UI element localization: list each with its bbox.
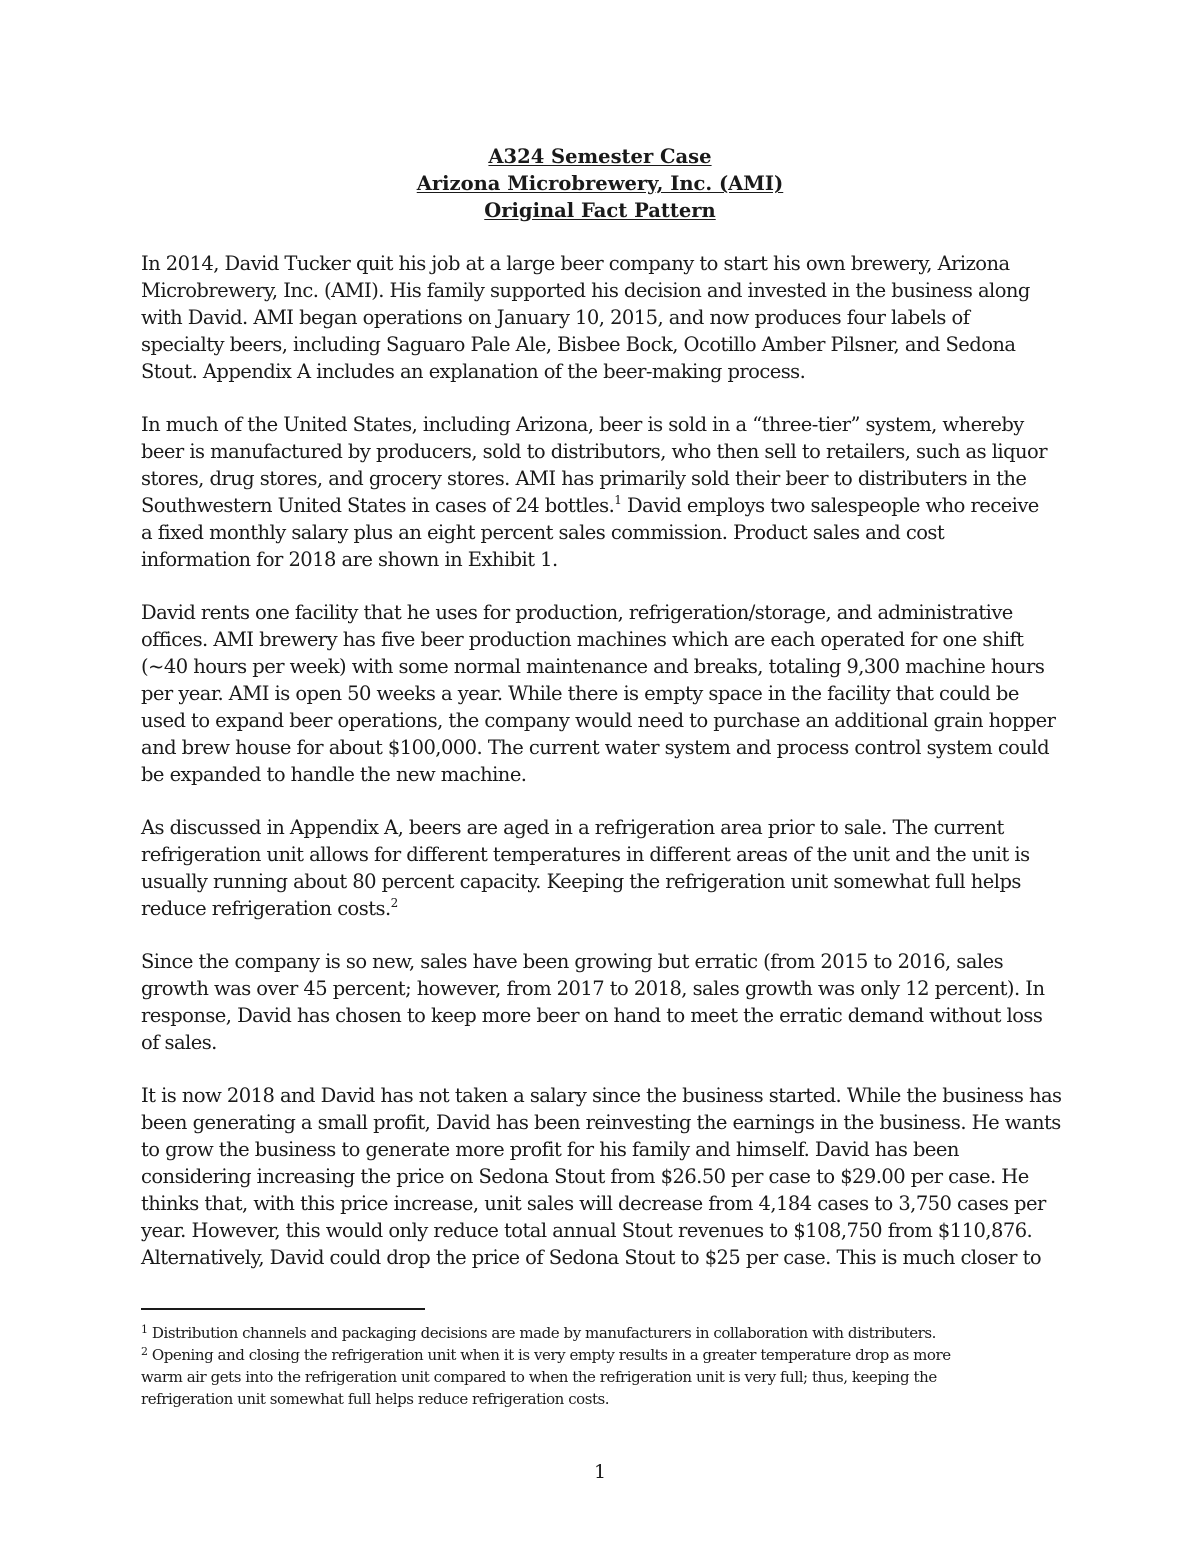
paragraph-6 [141,1082,1081,1271]
footnote-mark: 1 [141,1323,148,1336]
text-line: refrigeration unit allows for different temperatures in different areas of the unit and the unit is [141,843,1030,866]
text-line: Alternatively, David could drop the price of Sedona Stout to $25 per case. This is much closer to [141,1246,1042,1269]
text-line: (~40 hours per week) with some normal maintenance and breaks, totaling 9,300 machine hours [141,655,1045,678]
page-number: 1 [593,1461,607,1483]
text-line: been generating a small profit, David has been reinvesting the earnings in the business. He wants [141,1111,1061,1134]
section-subtitle: Original Fact Pattern [484,199,716,222]
text-line: specialty beers, including Saguaro Pale Ale, Bisbee Bock, Ocotillo Amber Pilsner, and Sedona [141,333,1016,356]
text-line: In much of the United States, including Arizona, beer is sold in a “three-tier” system, whereby [141,413,1024,436]
text-segment: David employs two salespeople who receive [621,494,1039,517]
text-line: usually running about 80 percent capacity. Keeping the refrigeration unit somewhat full helps [141,870,1021,893]
text-line: offices. AMI brewery has five beer production machines which are each operated for one shift [141,628,1024,651]
text-line: David rents one facility that he uses for production, refrigeration/storage, and administrative [141,601,1013,624]
text-line: used to expand beer operations, the company would need to purchase an additional grain hopper [141,709,1056,732]
footnote-2-continued: warm air gets into the refrigeration unit compared to when the refrigeration unit is very full; thus, keeping the [141,1368,937,1386]
footnote-text: Distribution channels and packaging decisions are made by manufacturers in collaboration with distributers. [151,1324,936,1342]
case-title-block [0,143,1200,224]
text-line: response, David has chosen to keep more beer on hand to meet the erratic demand without loss [141,1004,1043,1027]
paragraph-4 [141,814,1081,922]
text-line: a fixed monthly salary plus an eight percent sales commission. Product sales and cost [141,521,945,544]
text-line: In 2014, David Tucker quit his job at a large beer company to start his own brewery, Arizona [141,252,1010,275]
document-body [141,250,1081,1297]
text-line: and brew house for about $100,000. The current water system and process control system could [141,736,1050,759]
footnote-2 [141,1344,1081,1366]
text-segment: Southwestern United States in cases of 24 bottles. [141,494,615,517]
text-line: Stout. Appendix A includes an explanation of the beer-making process. [141,360,806,383]
case-title: A324 Semester Case [488,145,712,168]
footnote-text: Opening and closing the refrigeration unit when it is very empty results in a greater temperature drop as more [151,1346,951,1364]
text-line: per year. AMI is open 50 weeks a year. While there is empty space in the facility that could be [141,682,1019,705]
text-line-with-footnote [141,895,1081,922]
footnote-1 [141,1322,1081,1344]
footnote-reference-2[interactable]: 2 [390,896,398,910]
text-line: Since the company is so new, sales have been growing but erratic (from 2015 to 2016, sales [141,950,1004,973]
text-line: information for 2018 are shown in Exhibit 1. [141,548,558,571]
text-line: beer is manufactured by producers, sold to distributors, who then sell to retailers, such as liquor [141,440,1047,463]
text-segment: reduce refrigeration costs. [141,897,391,920]
text-line: stores, drug stores, and grocery stores. AMI has primarily sold their beer to distributers in the [141,467,1027,490]
paragraph-1 [141,250,1081,385]
text-line: to grow the business to generate more profit for his family and himself. David has been [141,1138,959,1161]
paragraph-2 [141,411,1081,573]
text-line: thinks that, with this price increase, unit sales will decrease from 4,184 cases to 3,750 cases per [141,1192,1046,1215]
text-line: be expanded to handle the new machine. [141,763,527,786]
paragraph-5 [141,948,1081,1056]
text-line: considering increasing the price on Sedona Stout from $26.50 per case to $29.00 per case. He [141,1165,1029,1188]
footnote-2-continued: refrigeration unit somewhat full helps reduce refrigeration costs. [141,1390,610,1408]
text-line: with David. AMI began operations on January 10, 2015, and now produces four labels of [141,306,970,329]
text-line: As discussed in Appendix A, beers are aged in a refrigeration area prior to sale. The current [141,816,1004,839]
footnote-separator [141,1308,425,1310]
text-line: Microbrewery, Inc. (AMI). His family supported his decision and invested in the business along [141,279,1030,302]
text-line: It is now 2018 and David has not taken a salary since the business started. While the business has [141,1084,1062,1107]
footnote-mark: 2 [141,1345,148,1358]
footnote-reference-1[interactable]: 1 [614,493,622,507]
text-line-with-footnote [141,492,1081,519]
footnotes [141,1322,1081,1410]
company-name-title: Arizona Microbrewery, Inc. (AMI) [416,172,784,195]
text-line: year. However, this would only reduce total annual Stout revenues to $108,750 from $110,876. [141,1219,1033,1242]
paragraph-3 [141,599,1081,788]
text-line: growth was over 45 percent; however, from 2017 to 2018, sales growth was only 12 percent). In [141,977,1045,1000]
text-line: of sales. [141,1031,217,1054]
